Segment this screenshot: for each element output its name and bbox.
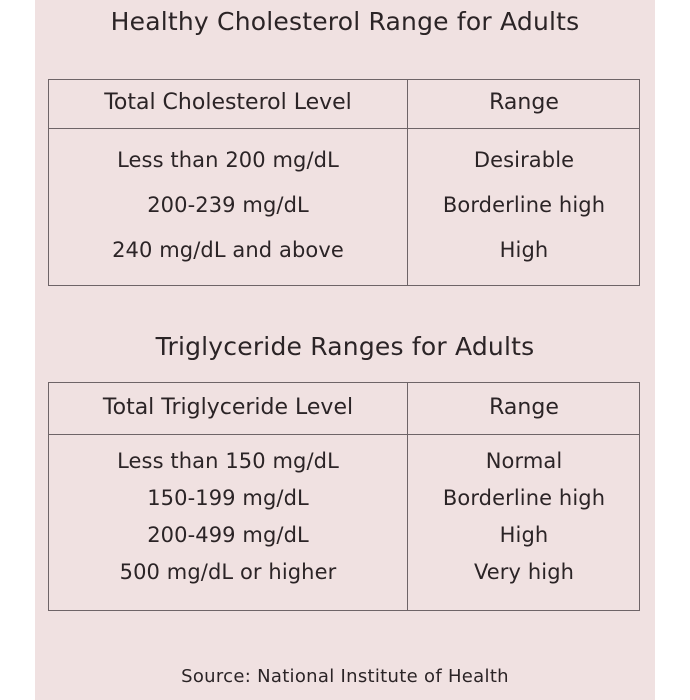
cholesterol-header-range: Range bbox=[489, 90, 559, 115]
header-divider bbox=[49, 128, 639, 129]
table-cell-level: Less than 150 mg/dL bbox=[117, 449, 339, 473]
table-cell-range: Desirable bbox=[473, 148, 575, 172]
infographic-card bbox=[35, 0, 655, 700]
triglyceride-title: Triglyceride Ranges for Adults bbox=[155, 332, 535, 361]
cholesterol-title: Healthy Cholesterol Range for Adults bbox=[110, 7, 580, 36]
header-divider bbox=[49, 434, 639, 435]
triglyceride-header-level: Total Triglyceride Level bbox=[102, 395, 354, 420]
table-cell-range: High bbox=[499, 238, 549, 262]
table-cell-level: 240 mg/dL and above bbox=[112, 238, 344, 262]
table-cell-range: Very high bbox=[473, 560, 575, 584]
table-cell-range: High bbox=[499, 523, 549, 547]
table-cell-level: 200-499 mg/dL bbox=[147, 523, 309, 547]
source-note: Source: National Institute of Health bbox=[181, 666, 509, 687]
table-cell-level: 500 mg/dL or higher bbox=[119, 560, 337, 584]
table-cell-range: Borderline high bbox=[442, 193, 606, 217]
table-cell-level: 200-239 mg/dL bbox=[147, 193, 309, 217]
triglyceride-header-range: Range bbox=[489, 395, 559, 420]
cholesterol-table bbox=[48, 79, 640, 286]
triglyceride-table bbox=[48, 382, 640, 611]
table-cell-range: Normal bbox=[485, 449, 563, 473]
table-cell-level: 150-199 mg/dL bbox=[147, 486, 309, 510]
table-cell-level: Less than 200 mg/dL bbox=[117, 148, 339, 172]
cholesterol-header-level: Total Cholesterol Level bbox=[104, 90, 352, 115]
table-cell-range: Borderline high bbox=[442, 486, 606, 510]
